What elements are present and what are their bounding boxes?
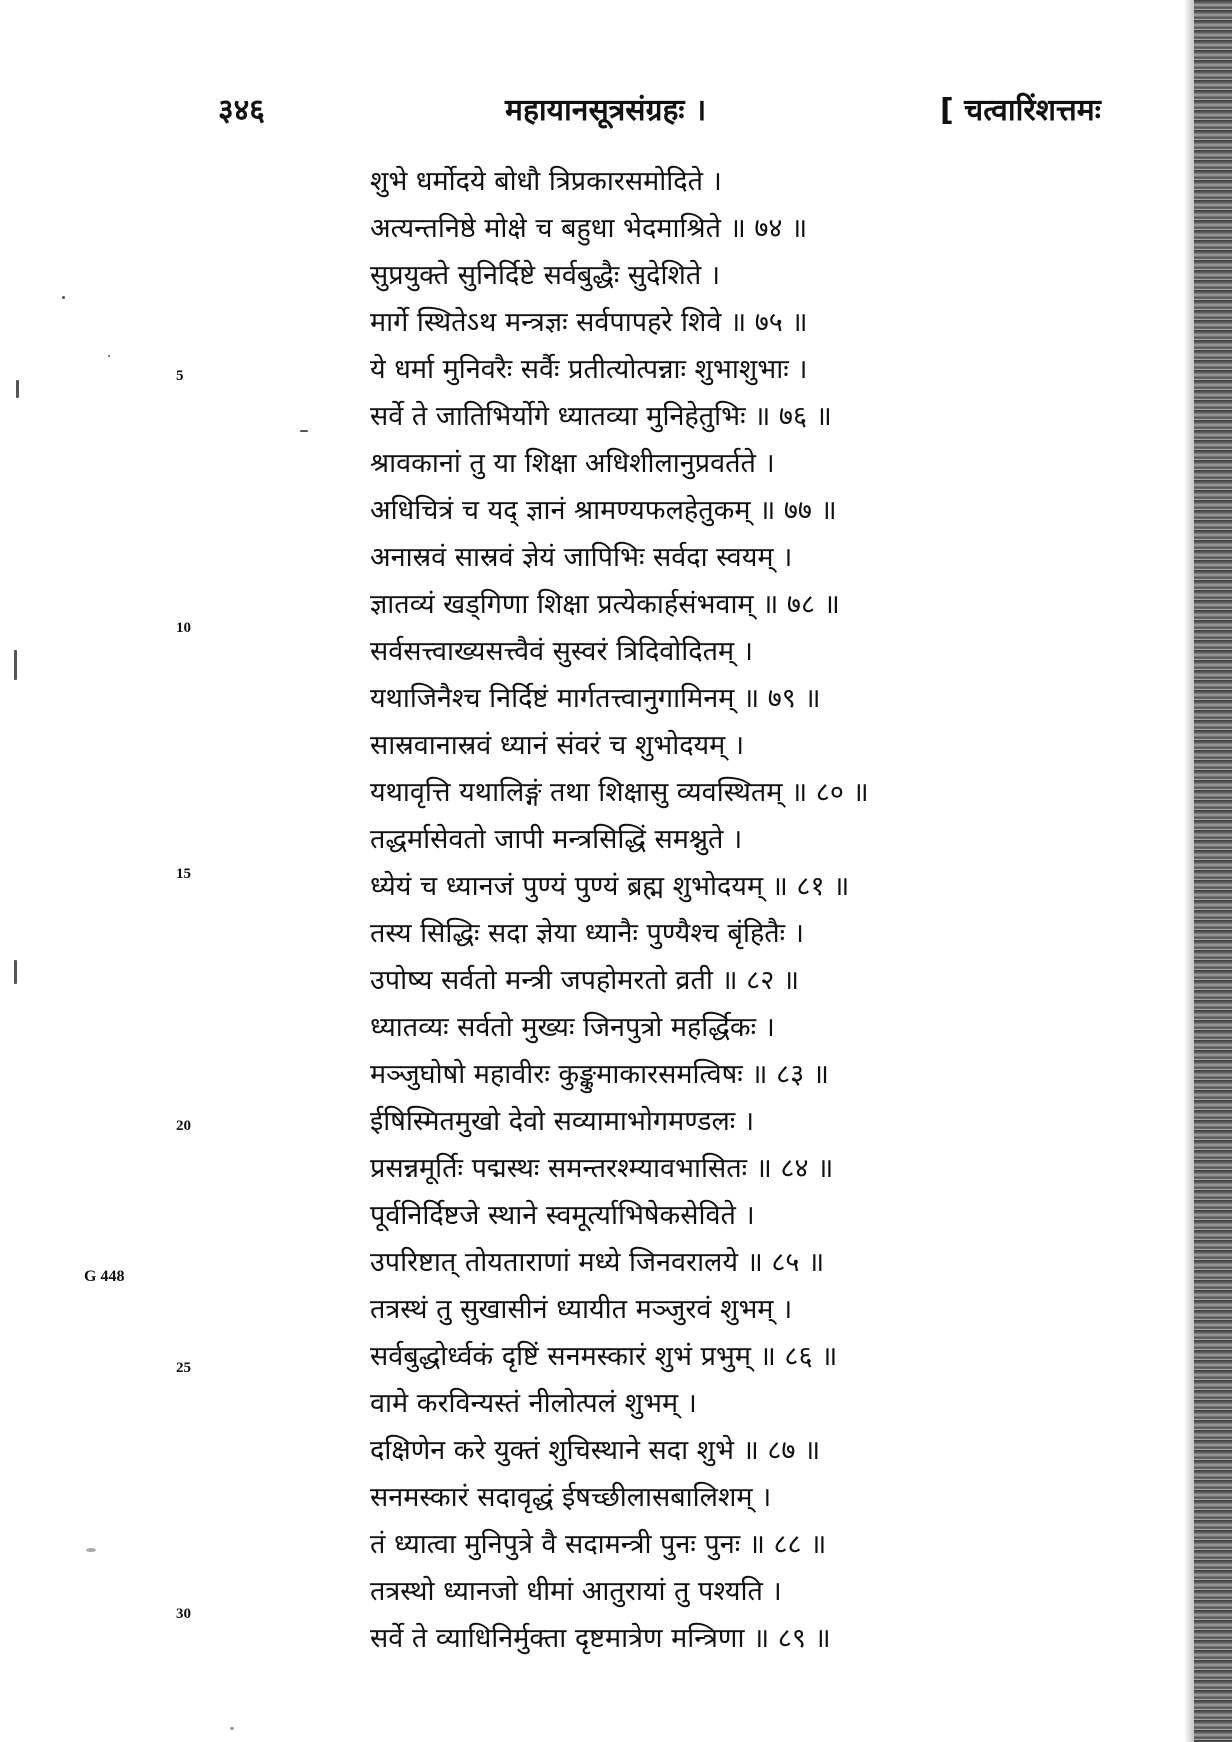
verse-line: सर्वे ते जातिभिर्योगे ध्यातव्या मुनिहेतुभिः ॥ ७६ ॥ [370, 401, 832, 432]
margin-line-number: 25 [176, 1360, 191, 1376]
margin-line-number: 5 [176, 368, 184, 384]
verse-line: अधिचित्रं च यद् ज्ञानं श्रामण्यफलहेतुकम् ॥ ७७ ॥ [370, 495, 837, 526]
verse-line: उपरिष्टात् तोयताराणां मध्ये जिनवरालये ॥ ८५ ॥ [370, 1247, 825, 1278]
verse-line: सनमस्कारं सदावृद्धं ईषच्छीलासबालिशम् । [370, 1482, 772, 1513]
scan-artifact [14, 650, 17, 680]
margin-line-number: 10 [176, 620, 191, 636]
scan-artifact [230, 1727, 234, 1730]
section-title: [ चत्वारिंशत्तमः [940, 93, 1101, 128]
verse-line: मञ्जुघोषो महावीरः कुङ्कुमाकारसमत्विषः ॥ ८३ ॥ [370, 1059, 829, 1090]
page-number: ३४६ [218, 93, 265, 128]
verse-line: तत्रस्थं तु सुखासीनं ध्यायीत मञ्जुरवं शुभम् । [370, 1294, 793, 1325]
verse-line: शुभे धर्मोदये बोधौ त्रिप्रकारसमोदिते । [370, 166, 722, 197]
verse-line: ईषिस्मितमुखो देवो सव्यामाभोगमण्डलः । [370, 1106, 755, 1137]
verse-line: तद्धर्मासेवतो जापी मन्त्रसिद्धिं समश्नुते । [370, 824, 743, 855]
scan-artifact [108, 355, 110, 357]
verse-line: तस्य सिद्धिः सदा ज्ञेया ध्यानैः पुण्यैश्च बृंहितैः । [370, 918, 804, 949]
margin-line-number: 20 [176, 1118, 191, 1134]
verse-line: अनास्रवं सास्रवं ज्ञेयं जापिभिः सर्वदा स्वयम् । [370, 542, 793, 573]
verse-line: ज्ञातव्यं खड्गिणा शिक्षा प्रत्येकार्हसंभवाम् ॥ ७८ ॥ [370, 589, 840, 620]
scan-artifact [86, 1548, 96, 1552]
verse-line: सुप्रयुक्ते सुनिर्दिष्टे सर्वबुद्धैः सुदेशिते । [370, 260, 721, 291]
verse-line: उपोष्य सर्वतो मन्त्री जपहोमरतो व्रती ॥ ८२ ॥ [370, 965, 800, 996]
verse-line: वामे करविन्यस्तं नीलोत्पलं शुभम् । [370, 1388, 697, 1419]
verse-line: दक्षिणेन करे युक्तं शुचिस्थाने सदा शुभे ॥ ८७ ॥ [370, 1435, 821, 1466]
verse-line: प्रसन्नमूर्तिः पद्मस्थः समन्तरश्म्यावभासितः ॥ ८४ ॥ [370, 1153, 834, 1184]
running-title: महायानसूत्रसंग्रहः । [505, 93, 707, 128]
verse-block [370, 158, 1190, 1662]
verse-line: सर्वे ते व्याधिनिर्मुक्ता दृष्टमात्रेण मन्त्रिणा ॥ ८९ ॥ [370, 1623, 831, 1654]
verse-line: सास्रवानास्रवं ध्यानं संवरं च शुभोदयम् । [370, 730, 745, 761]
verse-line: पूर्वनिर्दिष्टजे स्थाने स्वमूर्त्याभिषेकसेविते । [370, 1200, 755, 1231]
scan-artifact [14, 960, 17, 984]
scan-artifact [62, 296, 65, 299]
verse-line: श्रावकानां तु या शिक्षा अधिशीलानुप्रवर्तते । [370, 448, 775, 479]
verse-line: यथावृत्ति यथालिङ्गं तथा शिक्षासु व्यवस्थितम् ॥ ८० ॥ [370, 777, 869, 808]
margin-line-number: 30 [176, 1606, 191, 1622]
verse-line: ध्यातव्यः सर्वतो मुख्यः जिनपुत्रो महर्द्धिकः । [370, 1012, 775, 1043]
verse-line: ये धर्मा मुनिवरैः सर्वैः प्रतीत्योत्पन्नाः शुभाशुभाः । [370, 354, 808, 385]
verse-line: सर्वसत्त्वाख्यसत्त्वैवं सुस्वरं त्रिदिवोदितम् । [370, 636, 753, 667]
scan-artifact [300, 430, 308, 432]
verse-line: तं ध्यात्वा मुनिपुत्रे वै सदामन्त्री पुनः पुनः ॥ ८८ ॥ [370, 1529, 827, 1560]
manuscript-reference: G 448 [84, 1268, 125, 1285]
book-edge-shadow [1194, 0, 1232, 1742]
scan-artifact [16, 380, 19, 398]
margin-line-number: 15 [176, 866, 191, 882]
verse-line: तत्रस्थो ध्यानजो धीमां आतुरायां तु पश्यति । [370, 1576, 782, 1607]
verse-line: मार्गे स्थितेऽथ मन्त्रज्ञः सर्वपापहरे शिवे ॥ ७५ ॥ [370, 307, 808, 338]
verse-line: यथाजिनैश्च निर्दिष्टं मार्गतत्त्वानुगामिनम् ॥ ७९ ॥ [370, 683, 821, 714]
verse-line: ध्येयं च ध्यानजं पुण्यं पुण्यं ब्रह्म शुभोदयम् ॥ ८१ ॥ [370, 871, 850, 902]
page-header [0, 88, 1200, 138]
verse-line: अत्यन्तनिष्ठे मोक्षे च बहुधा भेदमाश्रिते ॥ ७४ ॥ [370, 213, 808, 244]
verse-line: सर्वबुद्धोर्ध्वकं दृष्टिं सनमस्कारं शुभं प्रभुम् ॥ ८६ ॥ [370, 1341, 838, 1372]
